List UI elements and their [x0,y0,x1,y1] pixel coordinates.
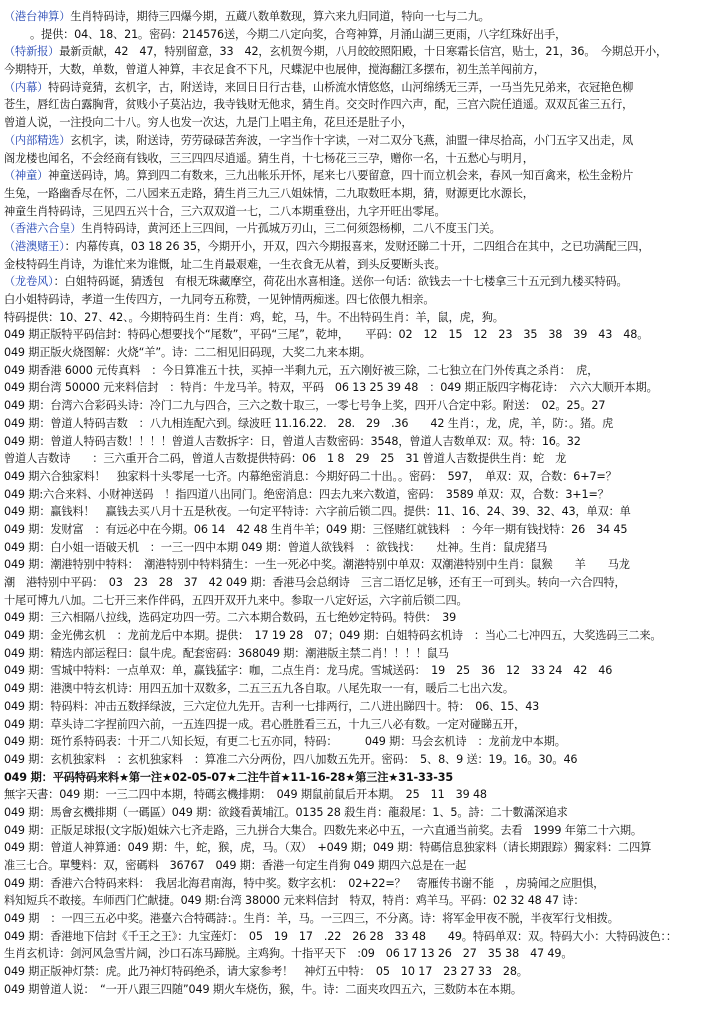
text-line [4,521,697,539]
line-text: 049 期：香港六合特码来料： 我居北海君南海，特中奖。数字玄机： 02+22=？ 寄雁传书谢不能 ，房骑闻之应胆惧， [4,876,605,890]
text-line [4,291,697,309]
line-text: 049 期：斑竹系特码表：十开二八知长短，有更二七五亦同，特码： 049 期：马会玄机诗 ：龙前龙中本期。 [4,735,566,749]
text-line [4,433,697,451]
text-line [4,910,697,928]
line-text: 潮 港特别中平码： 03 23 28 37 42 049 期：香港马会总纲诗 三言二语忆足够，还有王一可到头。转向一六合四特， [4,576,626,589]
text-line [4,61,697,79]
line-text: 049 期 ：一四三五必中奖。港臺六合特碼詩：。生肖：羊，马。一三四三，不分离。诗：将军金甲夜不脱，半夜军行戈相拨。 [4,912,619,926]
line-text: 049 期：正版足球报(文字版)姐妹六七齐走路，三九拼合大集合。四数先来必中五，一六直通当前奖。去看 1999 年第二十六期。 [4,823,642,837]
line-text: 准三七合。單雙料：双，密碼料 36767 049 期：香港一句定生肖狗 049 期四六总是在一起 [4,859,467,872]
text-line [4,379,697,397]
line-text: 料知短兵不敢接。车师西门伫献捷。049 期:台湾 38000 元来料信封 特双，特肖：鸡羊马。平码：02 32 48 47 诗： [4,894,585,908]
line-text: 今期特开，大数，单数，曾道人神算，丰衣足食不下凡，尺蝶泥中也展伸，搅海翻江多摆布，初生羔羊闯前方， [4,63,545,77]
line-text: 金枝特码生肖诗，为谁忙来为谁慨，址二生肖最艰难，一生衣食无从着，到头反要断头丧。 [4,257,446,271]
line-text: 049 期：精选内部运程曰：鼠牛虎。配套密码：368049 期：潮港版主禁二肖！！！！鼠马 [4,646,449,660]
text-line [4,680,697,698]
text-line [4,238,697,256]
text-line [4,397,697,415]
text-line [4,804,697,822]
line-text: 049 期正版神灯禁：虎。此乃神灯特码绝杀，请大家参考！ 神灯五中特： 05 10 17 23 27 33 28。 [4,965,528,979]
line-text: 特码提供：10、27、42、。今期特码生肖：生肖：鸡，蛇，马，牛。不出特码生肖：羊，鼠，虎，狗。 [4,310,504,324]
text-line [4,627,697,645]
text-line [4,539,697,557]
line-text: 049 期：三六相隔八拉线，选码定功四一劳。二六本期合数码，五七绝妙定特码。特供： 39 [4,611,457,625]
text-line [4,733,697,751]
text-line [4,43,697,61]
text-line [4,786,697,804]
text-line [4,132,697,150]
text-line [4,8,697,26]
text-line [4,662,697,680]
line-text: 049 期六合独家料！ 独家料十头零尾一七齐。内幕绝密消息：今期好码二十出。。密码： 597， 单双：双，合数：6+7=？ [4,469,617,483]
section-tag: （内部精选） [4,133,71,147]
line-text: 無字天書：049 期：一三二四中本期，特碼玄機排期： 049 期鼠前鼠后开本期。 25 11 39 48 [4,788,487,802]
text-line [4,751,697,769]
section-tag: （龙卷风） [4,275,54,289]
section-tag: （港澳赌王） [4,239,65,253]
text-line [4,415,697,433]
text-line [4,256,697,274]
text-line [4,150,697,168]
text-line [4,769,697,787]
text-line [4,344,697,362]
line-text: 十尾可博九八加。二七开三来作伴码，五四开双开九来中。参取一八定好运，六字前后锁二四。 [4,593,468,607]
text-line [4,875,697,893]
line-text: ：内幕传真，03 18 26 35，今期开小，开双，四六今期报喜来，发财还睇二十开，二四组合在其中，之已功满配三四， [64,239,650,253]
line-text: 049 期：金光佛玄机 ：龙前龙后中本期。提供： 17 19 28 07；049 期：白姐特码玄机诗 ：当心二七冲四五，大奖选码三二来。 [4,629,662,643]
line-text: 049 期曾道人说： “一开八跟三四随”049 期火车烧伤，猴，牛。诗：二面夹攻四五六，三数防本在本期。 [4,982,522,996]
line-text: 049 期：潮港特别中特料： 潮港特别中特料猜生：一生一死必中奖。潮港特别中单双：双潮港特别中生肖：鼠猴 羊 马龙 [4,558,630,572]
line-text: 049 期正版特平码信封：特码心想要找个“尾数”，平码“三尾”，乾坤， 平码：02 12 15 12 23 35 38 39 43 48。 [4,328,649,342]
text-line [4,273,697,291]
line-text: 049 期：赢钱料！ 赢钱去买八月十五是秋夜。一句定平特诗：六字前后锁二四。提供：11、16、24、39、32、43，单双：单 [4,505,631,519]
line-text: 阁龙楼也闻名，不会经商有钱收，三三四四尽逍遥。猜生肖，十七杨花三三孕，赠你一名，十五愁心与明月， [4,151,534,165]
text-line [4,609,697,627]
text-line [4,450,697,468]
line-text: 049 期：台湾六合彩码头诗：冷门二九与四合，三六之数十取三，一零七号争上奖，四开八合定中彩。附送： 02。25。27 [4,399,606,413]
text-line [4,716,697,734]
text-line [4,362,697,380]
text-line [4,945,697,963]
text-line [4,26,697,44]
section-tag: （内幕） [4,80,49,94]
line-text: 049 期：玄机独家料 ：玄机独家料 ：算准二六分两份，四八加数五先开。密码： 5、8、9 送：19。16。30。46 [4,752,578,766]
text-line [4,220,697,238]
text-line [4,822,697,840]
text-line [4,981,697,999]
text-line [4,79,697,97]
line-text: 曾道人说，一注投向二十八。穷人也发一次达，九是门上唱主角，花旦还是肚子小， [4,116,413,130]
text-line [4,185,697,203]
text-line [4,857,697,875]
line-text: 049 期香港 6000 元传真料 ：今日算准五十扶，买掉一半剩九元，五六刚好被三除，二七独立在门外传真之杀肖： 虎， [4,363,599,377]
line-text: 049 期：发财富 ：有远必中在今期。06 14 42 48 生肖牛羊；049 期：三怪赌红就钱料 ：今年一期有钱找特：26 34 45 [4,522,628,536]
line-text: 生肖玄机诗：剑河风急雪片阔，沙口石冻马蹄脱。主鸡狗。十指平天下 :09 06 17 13 26 27 35 38 47 49。 [4,947,573,961]
line-text: 。提供：04、18、21。密码：214576送，今期二八定向奖，合弯神算，月涌山湖三更雨，八字红珠好出手， [30,27,567,41]
line-text: 生兔，一路幽香尽在怀，二八园来五走路，猜生肖三九三八姐妹情，二九取数旺本期，猜，财源更比水源长， [4,186,534,200]
line-text: 049 期:六合来料、小财神送码 ！指四道八出同门。绝密消息：四去九来六数道，密码： 3589 单双：双，合数：3+1=？ [4,487,609,501]
text-line [4,645,697,663]
text-line [4,928,697,946]
line-text: 049 期：香港地下信封《千王之王》：九宝莲灯： 05 19 17 .22 26 28 33 48 49。特码单双：双。特码大小：大特码波色：： [4,929,677,943]
text-line [4,468,697,486]
line-text: 049 期：特码料：冲击五数择绿波，三六定位九先开。吉利一七排两行，二八进出睇四十。特： 06、15、43 [4,699,540,713]
line-text: 049 期：白小姐一语破天机 ：一三一四中本期 049 期：曾道人欲钱料 ：欲钱找： 灶神。生肖：鼠虎猪马 [4,540,548,554]
line-text: 曾道人吉数诗 ：三六重开合二码，曾道人吉数提供特码：06 1 8 29 25 31 曾道人吉数提供生肖：蛇 龙 [4,452,567,466]
line-text: 最新贡献，42 47，特别留意，33 42，玄机贺今期，八月皎皎照阳殿，十日寒霜长信宫，贴士，21，36。 今期总开小， [59,45,668,59]
text-line [4,963,697,981]
section-tag: （神童） [4,169,49,183]
line-text: 049 期：曾道人特码吉数！！！！曾道人吉数拆字：日，曾道人吉数密码：3548，曾道人吉数单双：双。特：16。32 [4,434,581,448]
text-line [4,556,697,574]
text-line [4,574,697,592]
line-text: 049 期：曾道人神算通：049 期：牛，蛇，猴，虎，马。（双） +049 期；049 期：特碼信息独家料（请长期跟踪）獨家料：二四算 [4,841,652,855]
line-text: 生肖特码诗，期待三四爆今期，五蔵八数单数现，算六来九归同道，特向一七与二九。 [70,10,490,23]
text-line [4,114,697,132]
text-line [4,203,697,221]
text-line [4,698,697,716]
line-text: 神童送码诗，鸠。算到四二有数来，三九出帐乐开怀，尾来七八要留意，四十而立机会来，春风一知百禽来，松生金粉片 [48,169,634,183]
line-text: 049 期：草头诗二字捏前四六前，一五连四提一成。君心胜胜看三五，十九三八必有数。一定对碰睇五开， [4,717,526,731]
text-line [4,839,697,857]
text-line [4,96,697,114]
text-line [4,592,697,610]
text-line [4,503,697,521]
line-text: 特码诗竟猜，玄机字，古，附送诗，来回日日行古巷，山桥流水情悠悠，山河绵绣无三弄，一马当先兄弟来，衣冠艳色柳 [48,80,634,94]
line-text: 苍生，唇红齿白露胸背，贫贱小子莫沾边，我寺钱财无他求，猜生肖。交交时作四六声，配，三宫六院任逍遥。双双瓦雀三五行， [4,98,634,112]
line-text: 049 期：雪城中特料：一点单双：单，赢钱猛字：咖，二点生肖：龙马虎。雪城送码： 19 25 36 12 33 24 42 46 [4,664,613,678]
line-text: 神童生肖特码诗，三见四五兴十合，三六双双道一七，二八本期重登出，九字开旺出零尾。 [4,204,446,218]
text-line [4,892,697,910]
line-text: 049 期：馬會玄機排期（一碼區）049 期：欲錢看黃埔江。0135 28 殺生肖：龍殺尾：1、5。詩：二十數滿深追求 [4,805,568,819]
line-text: 生肖特码诗，黄河还上三四间，一片孤城万刃山，三二何须怨杨柳，二八不度玉门关。 [81,222,501,236]
line-text: 049 期：港澳中特玄机诗：用四五加十双数多，二五三五九各自取。八尾先取一一有，暖后二七出六发。 [4,682,514,696]
line-text: 白小姐特码诗，孝道一生传四方，一九同夸五称赞，一见钟情两痴迷。四七依偎九相亲。 [4,293,435,306]
section-tag: （港台神算） [4,10,71,23]
line-text: ：白姐特码诞，猜透包 有根无珠藏摩空，荷花出水喜相逢。送你一句话：欲钱去一十七楼拿三十五元到九楼买特码。 [53,275,628,289]
line-text: 玄机字，读，附送诗，劳劳碌碌苦奔波，一字当作十字读，一对二双分飞燕，油盟一律尽拾高，小门五字又出走，凤 [70,133,634,147]
line-text: 049 期正版火烧图解：火烧“羊”。诗：二二相见旧码现，大奖二九来本期。 [4,346,371,360]
line-text: 049 期：平码特码来料★第一注★02-05-07★二注牛首★11-16-28★第三注★31-33-35 [4,770,453,784]
text-line [4,326,697,344]
section-tag: （香港六合皇） [4,222,82,236]
text-line [4,486,697,504]
text-line [4,309,697,327]
document-page [0,8,703,1018]
line-text: 049 期：曾道人特码吉数 ：八九相连配六到。绿波旺 11.16.22. 28. 29 .36 42 生肖：，龙，虎，羊，防：。猪。虎 [4,416,614,430]
text-line [4,167,697,185]
line-text: 049 期台湾 50000 元来料信封 ：特肖：牛龙马羊。特双，平码 06 13 25 39 48 ：049 期正版四字梅花诗： 六六大顺开本期。 [4,381,658,395]
section-tag: （特新报） [4,45,60,59]
